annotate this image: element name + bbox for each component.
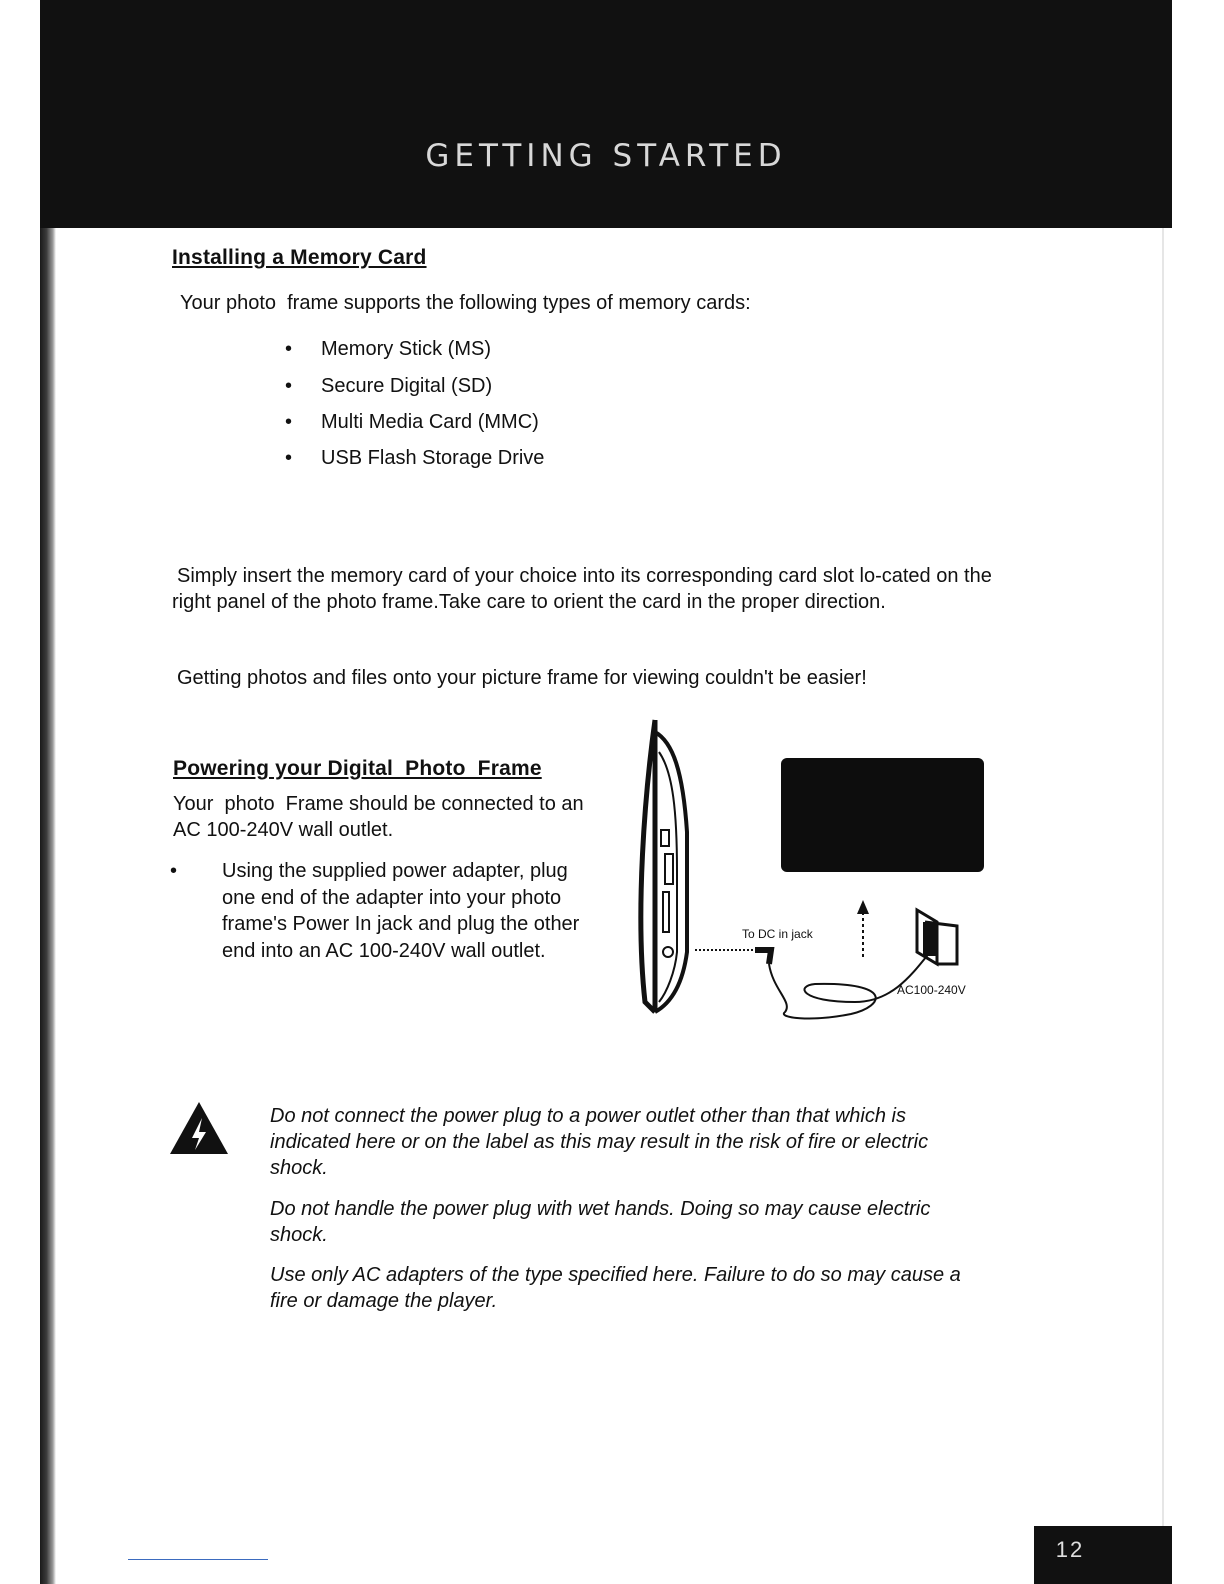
list-item: • Memory Stick (MS) (321, 337, 544, 374)
dc-plug-icon (755, 950, 771, 964)
ac-voltage-label: AC100-240V (897, 983, 966, 997)
warning-text: Do not handle the power plug with wet hands. Doing so may cause electric shock. (270, 1198, 931, 1246)
power-connection-diagram (615, 712, 1005, 1032)
frame-side-profile (641, 720, 655, 1012)
list-item: • Multi Media Card (MMC) (321, 410, 544, 446)
powering-step: Using the supplied power adapter, plug one end of the adapter into your photo frame's Power In jack and plug the other end into an AC 100-240V wall outlet. (222, 860, 580, 962)
scan-margin-right (1172, 0, 1224, 1584)
page-number: 12 (1055, 1537, 1085, 1562)
dc-jack-label: To DC in jack (742, 927, 813, 941)
page-title: GETTING STARTED (425, 138, 787, 174)
card-slot-icon (663, 892, 669, 932)
scan-shadow-left (40, 0, 56, 1584)
warning-text: Use only AC adapters of the type specified here. Failure to do so may cause a fire or damage the player. (270, 1264, 961, 1312)
arrow-up-icon (857, 900, 869, 914)
list-item: • USB Flash Storage Drive (321, 446, 544, 483)
scan-margin-left (0, 0, 40, 1584)
dc-jack-icon (663, 947, 673, 957)
list-item: • Secure Digital (SD) (321, 374, 544, 410)
ac-plug-icon (923, 922, 937, 956)
frame-back-profile (655, 732, 687, 1012)
memory-card-intro: Your photo frame supports the following types of memory cards: (180, 292, 751, 314)
powering-intro: Your photo Frame should be connected to an AC 100-240V wall outlet. (173, 793, 589, 841)
card-slot-icon (665, 854, 673, 884)
right-page-edge (1162, 228, 1164, 1584)
easy-note: Getting photos and files onto your picture frame for viewing couldn't be easier! (177, 667, 867, 689)
bullet-dot: • (170, 860, 178, 882)
memory-card-type-list (321, 337, 544, 483)
card-slot-icon (661, 830, 669, 846)
powering-heading: Powering your Digital Photo Frame (173, 757, 542, 780)
insert-instruction: Simply insert the memory card of your choice into its corresponding card slot lo-cated on the right panel of the photo frame.Take care to orient the card in the proper direction. (172, 565, 992, 613)
bottom-rule (128, 1559, 268, 1560)
memory-card-heading: Installing a Memory Card (172, 246, 427, 269)
high-voltage-warning-icon (168, 1100, 230, 1156)
frame-screen (781, 758, 984, 872)
warning-text: Do not connect the power plug to a power outlet other than that which is indicated here or on the label as this may result in the risk of fire or electric shock. (270, 1105, 929, 1179)
header-band (40, 0, 1172, 228)
